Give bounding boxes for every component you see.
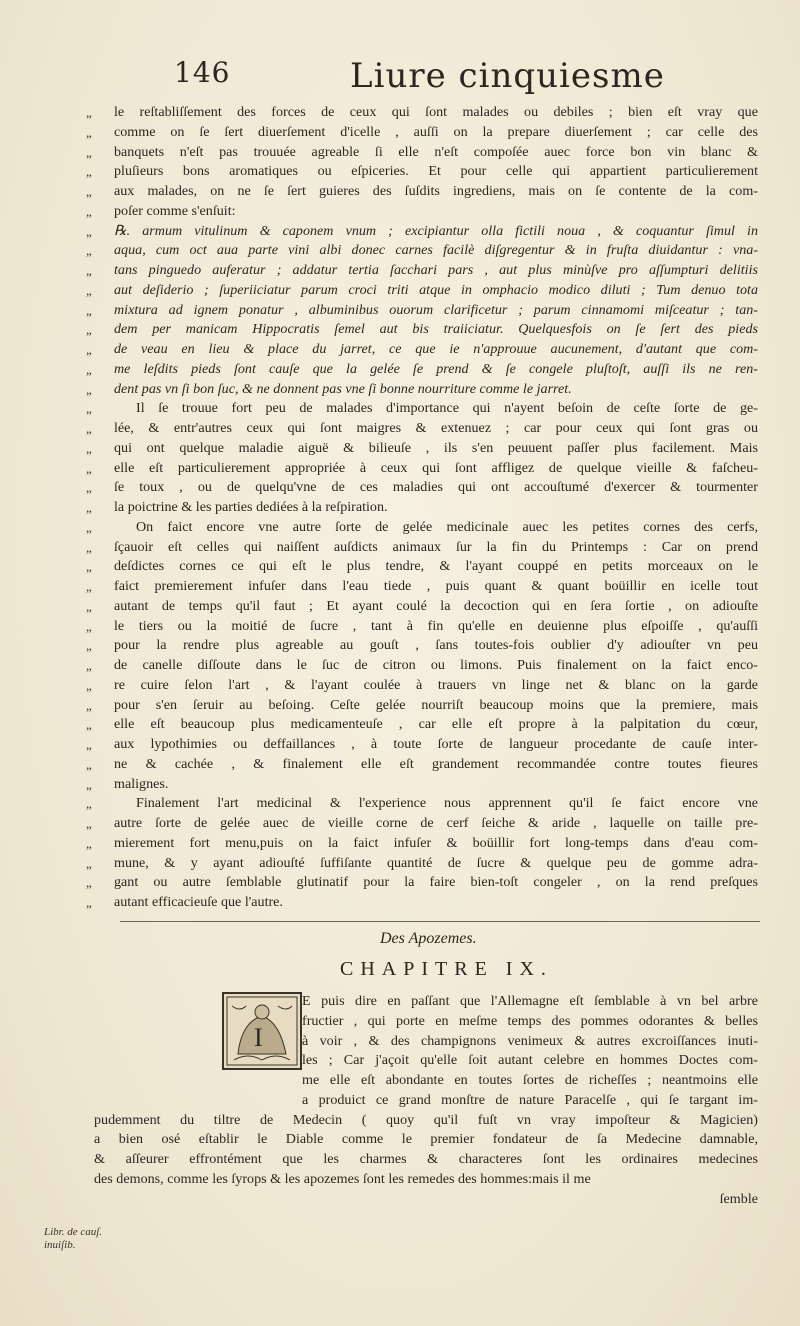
text-line bbox=[86, 241, 758, 261]
line-text: aqua, cum oct aua parte vini albi donec carnes facilè diſgregentur & in fruſta diuidantur : vna- bbox=[114, 242, 758, 259]
quote-mark: „ bbox=[86, 539, 92, 555]
text-line bbox=[86, 794, 758, 814]
line-text: pour s'en ſeruir au beſoing. Ceſte gelée nourriſt beaucoup moins que la premiere, mais bbox=[114, 696, 758, 713]
quote-mark: „ bbox=[86, 559, 92, 575]
text-line bbox=[86, 281, 758, 301]
line-text: dem per manicam Hippocratis ſemel aut bis traiiciatur. Quelquesfois on ſe ſert des pieds bbox=[114, 321, 758, 338]
line-text: autant efficacieuſe que l'autre. bbox=[114, 894, 283, 910]
quote-mark: „ bbox=[86, 381, 94, 397]
line-text: aux malades, on ne ſe ſert guieres des ſuſdits ingrediens, mais on ſe contente de la com- bbox=[114, 183, 758, 199]
text-line bbox=[86, 202, 758, 222]
quote-mark: „ bbox=[86, 124, 92, 140]
line-text: gant ou autre ſemblable glutinatif pour la faire bien-toſt congeler , on la rend preſques bbox=[114, 874, 758, 891]
line-text: ſe toux , ou de quelqu'vne de ces maladies qui ont accouſtumé d'exercer & tourmenter bbox=[114, 479, 758, 496]
quote-mark: „ bbox=[86, 835, 92, 851]
line-text: banquets n'eſt pas trouuée agreable ſi elle n'eſt compoſée auec force bon vin blanc & bbox=[114, 143, 758, 160]
quote-mark: „ bbox=[86, 144, 92, 160]
page-number: 146 bbox=[174, 56, 231, 89]
text-line bbox=[86, 676, 758, 696]
chapter-line: a produict ce grand monſtre de nature Paracelſe , qui ſe targant im- bbox=[302, 1091, 758, 1108]
chapter-line: les ; Car j'açoit qu'elle ſoit autant celebre en hommes Doctes com- bbox=[302, 1052, 758, 1069]
text-line bbox=[86, 459, 758, 479]
text-line bbox=[86, 123, 758, 143]
line-text: Il ſe trouue fort peu de malades d'importance qui n'ayent beſoin de ceſte ſorte de ge- bbox=[136, 400, 758, 417]
quote-mark: „ bbox=[86, 796, 92, 812]
line-text: elle eſt beaucoup plus medicamenteuſe , car elle eſt propre à la palpitation du cœur, bbox=[114, 716, 758, 733]
line-text: dent pas vn ſi bon ſuc, & ne donnent pas vne ſi bonne nourriture comme le jarret. bbox=[114, 380, 572, 397]
quote-mark: „ bbox=[86, 697, 92, 713]
text-line bbox=[86, 735, 758, 755]
line-text: pour la rendre plus agreable au gouſt , ſans toutes-fois oublier d'y adiouſter vn peu bbox=[114, 637, 758, 654]
chapter-line: fructier , qui porte en meſme temps des pommes odorantes & belles bbox=[302, 1012, 758, 1029]
quote-mark: „ bbox=[86, 440, 92, 456]
text-line bbox=[86, 261, 758, 281]
text-line bbox=[86, 715, 758, 735]
quote-mark: „ bbox=[86, 875, 92, 891]
line-text: de veau en lieu & place du jarret, ce que ie n'approuue aucunement, d'autant que com- bbox=[114, 341, 758, 357]
quote-mark: „ bbox=[86, 105, 92, 120]
chapter-line: a bien osé eſtablir le Diable comme le premier fondateur de ſa Medecine damnable, bbox=[94, 1131, 758, 1148]
text-line bbox=[86, 893, 758, 913]
quote-mark: „ bbox=[86, 361, 94, 377]
quote-mark: „ bbox=[86, 756, 92, 772]
text-line bbox=[86, 439, 758, 459]
text-line bbox=[86, 360, 758, 380]
quote-mark: „ bbox=[86, 263, 94, 278]
line-text: aut deſiderio ; ſuperiiciatur parum croci triti atque in omphacio modico diluti ; Tum denuo tota bbox=[114, 281, 758, 298]
line-text: deſdictes cornes ce qui eſt le plus tendre, & l'ayant couppé en petits morceaux on le bbox=[114, 558, 758, 575]
text-line bbox=[86, 577, 758, 597]
line-text: de canelle diſſoute dans le ſuc de citron ou limons. Puis finalement on la faict enco- bbox=[114, 657, 758, 673]
line-text: re cuire ſelon l'art , & l'ayant coulée à trauers vn linge net & blanc on la garde bbox=[114, 676, 758, 693]
quote-mark: „ bbox=[86, 895, 92, 910]
quote-mark: „ bbox=[86, 816, 92, 831]
text-line bbox=[86, 814, 758, 834]
text-line bbox=[86, 399, 758, 419]
quote-mark: „ bbox=[86, 677, 92, 693]
text-line bbox=[86, 143, 758, 163]
quote-mark: „ bbox=[86, 322, 94, 338]
quote-mark: „ bbox=[86, 480, 92, 496]
chapter-line: ſemble bbox=[719, 1190, 758, 1207]
quote-mark: „ bbox=[86, 737, 92, 752]
quote-mark: „ bbox=[86, 776, 92, 792]
line-text: faict premierement infuſer dans l'eau tiede , puis quant & quant boüillir en icelle tout bbox=[114, 578, 758, 594]
line-text: qui ont quelque maladie aiguë & bilieuſe , ils s'en peuuent paſſer plus facilement. Mais bbox=[114, 439, 758, 456]
quote-mark: „ bbox=[86, 618, 92, 634]
text-line bbox=[86, 518, 758, 538]
text-line bbox=[86, 873, 758, 893]
line-text: le reſtabliſſement des forces de ceux qui ſont malades ou debiles ; bien eſt vray que bbox=[114, 104, 758, 120]
line-text: mierement fort menu,puis on la faict infuſer & boüillir fort long-temps dans d'eau com- bbox=[114, 834, 758, 851]
text-line bbox=[86, 380, 758, 400]
body-text bbox=[86, 103, 758, 913]
line-text: elle eſt particulierement appropriée à ceux qui ſont affligez de quelque vieille & faſcheu- bbox=[114, 459, 758, 476]
quote-mark: „ bbox=[86, 717, 92, 733]
line-text: ℞. armum vitulinum & caponem vnum ; excipiantur olla fictili noua , & coquantur ſimul in bbox=[114, 222, 758, 239]
text-line bbox=[86, 597, 758, 617]
chapter-text bbox=[94, 992, 758, 1209]
chapter-line: E puis dire en paſſant que l'Allemagne eſt ſemblable à vn bel arbre bbox=[302, 993, 758, 1009]
decorated-initial-image bbox=[222, 992, 302, 1070]
line-text: On faict encore vne autre ſorte de gelée medicinale auec les petites cornes des cerfs, bbox=[136, 518, 758, 535]
quote-mark: „ bbox=[86, 855, 92, 871]
quote-mark: „ bbox=[86, 579, 92, 594]
chapter-line: me elle eſt abondante en toutes ſortes de richeſſes ; neantmoins elle bbox=[302, 1072, 758, 1088]
quote-mark: „ bbox=[86, 500, 92, 515]
text-line bbox=[86, 182, 758, 202]
quote-mark: „ bbox=[86, 282, 94, 298]
text-line bbox=[86, 301, 758, 321]
text-line bbox=[86, 498, 758, 518]
chapter-line: à voir , & des champignons venimeux & autres excroiſſances inuti- bbox=[302, 1032, 758, 1049]
text-line bbox=[86, 538, 758, 558]
text-line bbox=[86, 340, 758, 360]
section-title: Des Apozemes. bbox=[380, 930, 477, 947]
line-text: mixtura ad ignem ponatur , albuminibus ouorum clarificetur ; parum cinnamomi miſceatur ; tan- bbox=[114, 301, 758, 318]
line-text: ſçauoir eſt celles qui naiſſent auſdicts animaux ſur la fin du Printemps : Car on prend bbox=[114, 538, 758, 555]
text-line bbox=[86, 103, 758, 123]
line-text: comme on ſe ſert diuerſement d'icelle , auſſi on la prepare diuerſement ; car celle des bbox=[114, 123, 758, 140]
line-text: mune, & y ayant adiouſté ſuffiſante quantité de ſucre & quelque peu de gomme adra- bbox=[114, 854, 758, 871]
quote-mark: „ bbox=[86, 598, 92, 614]
text-line bbox=[86, 162, 758, 182]
running-head: Liure cinquiesme bbox=[350, 56, 665, 96]
quote-mark: „ bbox=[86, 302, 94, 318]
text-line bbox=[86, 696, 758, 716]
quote-mark: „ bbox=[86, 223, 94, 239]
chapter-line: & aſſeurer effrontément que les charmes & characteres ſont les ordinaires medecines bbox=[94, 1151, 758, 1167]
text-line bbox=[86, 755, 758, 775]
text-line bbox=[86, 636, 758, 656]
quote-mark: „ bbox=[86, 203, 92, 219]
line-text: malignes. bbox=[114, 775, 169, 792]
line-text: la poictrine & les parties dediées à la reſpiration. bbox=[114, 499, 388, 515]
text-line bbox=[86, 320, 758, 340]
text-line bbox=[86, 222, 758, 242]
chapter-line: pudemment du tiltre de Medecin ( quoy qu'il fuſt vn vray impoſteur & Magicien) bbox=[94, 1111, 758, 1128]
page-header bbox=[60, 56, 760, 100]
line-text: me leſdits pieds ſont cauſe que la gelée ſe prend & ſe congele pluſtoſt, auſſi ils ne ren- bbox=[114, 360, 758, 377]
text-line bbox=[86, 478, 758, 498]
line-text: poſer comme s'enſuit: bbox=[114, 202, 236, 219]
quote-mark: „ bbox=[86, 164, 92, 180]
text-line bbox=[86, 775, 758, 795]
quote-mark: „ bbox=[86, 519, 92, 535]
quote-mark: „ bbox=[86, 184, 92, 199]
margin-note: Libr. de cauſ. inuiſib. bbox=[44, 1226, 103, 1251]
quote-mark: „ bbox=[86, 243, 94, 259]
ornament-figure-icon bbox=[224, 994, 300, 1068]
line-text: ne & cachée , & finalement elle eſt grandement recommandée contre toutes fieures bbox=[114, 755, 758, 772]
line-text: lée, & entr'autres ceux qui ſont maigres & extenuez ; car pour ceux qui ſont gras ou bbox=[114, 420, 758, 436]
quote-mark: „ bbox=[86, 638, 92, 654]
chapter-title: CHAPITRE IX. bbox=[340, 958, 553, 980]
svg-text:I: I bbox=[254, 1023, 263, 1052]
line-text: tans pinguedo auferatur ; addatur tertia ſacchari pars , aut plus minùſve pro aſſumpturi delitiis bbox=[114, 262, 758, 278]
text-line bbox=[86, 854, 758, 874]
quote-mark: „ bbox=[86, 658, 92, 673]
text-line bbox=[86, 617, 758, 637]
text-line bbox=[86, 834, 758, 854]
line-text: pluſieurs bons aromatiques ou eſpiceries. Et pour celle qui appartient particulierement bbox=[114, 163, 758, 180]
chapter-line: des demons, comme les ſyrops & les apozemes ſont les remedes des hommes:mais il me bbox=[94, 1170, 591, 1187]
text-line bbox=[86, 656, 758, 676]
line-text: le tiers ou la moitié de ſucre , tant à fin qu'elle en deuienne plus eſpoiſſe , qu'auſſi bbox=[114, 617, 758, 634]
quote-mark: „ bbox=[86, 342, 94, 357]
line-text: autant de temps qu'il faut ; Et ayant coulé la decoction qui en ſera ſortie , on adiouſte bbox=[114, 597, 758, 614]
quote-mark: „ bbox=[86, 460, 92, 476]
quote-mark: „ bbox=[86, 401, 92, 417]
line-text: Finalement l'art medicinal & l'experience nous apprennent qu'il ſe faict encore vne bbox=[136, 795, 758, 812]
section-rule bbox=[120, 921, 760, 922]
quote-mark: „ bbox=[86, 421, 92, 436]
line-text: autre ſorte de gelée auec de vieille corne de cerf ſeiche & aride , laquelle on taille pre- bbox=[114, 815, 758, 831]
text-line bbox=[86, 557, 758, 577]
text-line bbox=[86, 419, 758, 439]
line-text: aux lypothimies ou deffaillances , à toute ſorte de langueur procedante de cauſe inter- bbox=[114, 736, 758, 752]
